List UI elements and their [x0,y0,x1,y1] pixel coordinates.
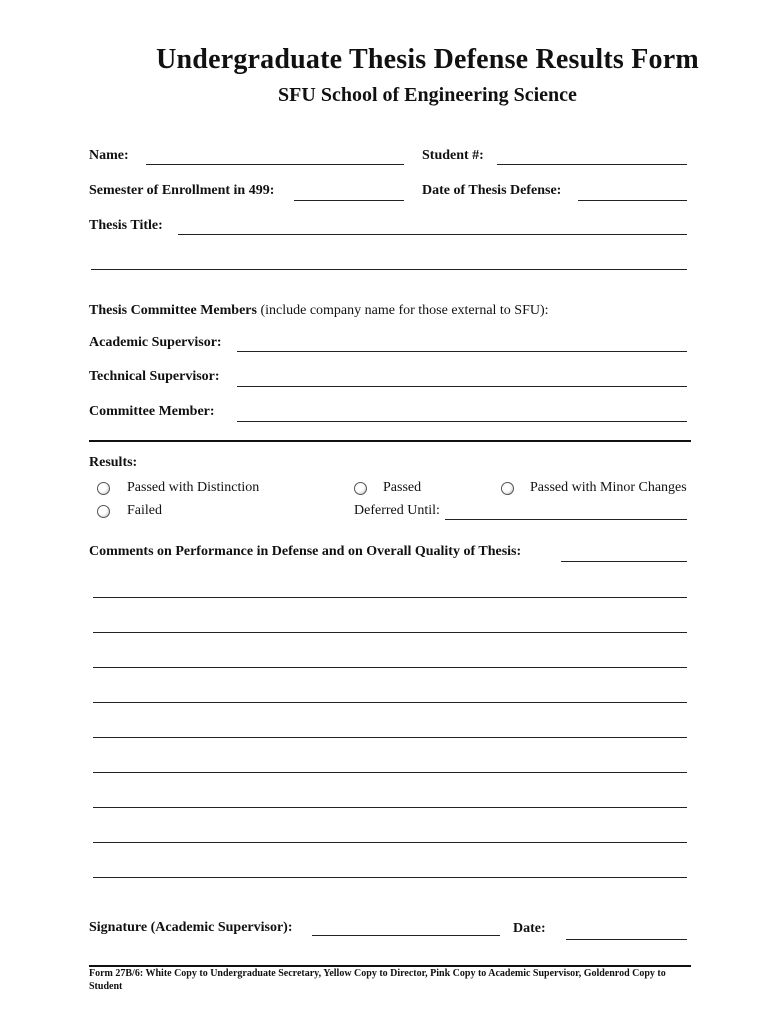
thesis-title-label: Thesis Title: [89,218,163,233]
comments-line[interactable] [93,772,687,773]
radio-passed-with-distinction[interactable] [97,482,110,495]
semester-field[interactable] [294,200,404,201]
technical-supervisor-field[interactable] [237,386,687,387]
radio-passed-with-minor-changes[interactable] [501,482,514,495]
student-number-field[interactable] [497,164,687,165]
comments-heading: Comments on Performance in Defense and on Overall Quality of Thesis: [89,544,522,559]
signature-field[interactable] [312,935,500,936]
name-label: Name: [89,148,129,163]
comments-line[interactable] [93,737,687,738]
distribution-note: Form 27B/6: White Copy to Undergraduate Secretary, Yellow Copy to Director, Pink Copy to Academic Supervisor, Goldenrod Copy to Student [89,968,666,992]
option-label-failed: Failed [127,503,162,518]
comments-line[interactable] [93,667,687,668]
student-number-label: Student #: [422,148,484,163]
committee-heading-bold: Thesis Committee Members [89,303,257,318]
comments-field-first[interactable] [561,561,687,562]
committee-member-label: Committee Member: [89,404,215,419]
section-divider [89,440,691,442]
radio-failed[interactable] [97,505,110,518]
comments-line[interactable] [93,632,687,633]
signature-label: Signature (Academic Supervisor): [89,920,293,935]
results-heading: Results: [89,455,138,470]
committee-heading [89,303,549,319]
option-label-passed-with-minor-changes: Passed with Minor Changes [530,480,687,495]
option-label-passed: Passed [383,480,422,495]
deferred-until-field[interactable] [445,519,687,520]
thesis-title-field[interactable] [178,234,687,235]
comments-line[interactable] [93,807,687,808]
committee-member-field[interactable] [237,421,687,422]
technical-supervisor-label: Technical Supervisor: [89,369,220,384]
academic-supervisor-field[interactable] [237,351,687,352]
signature-date-field[interactable] [566,939,687,940]
comments-line[interactable] [93,597,687,598]
academic-supervisor-label: Academic Supervisor: [89,335,222,350]
semester-label: Semester of Enrollment in 499: [89,183,275,198]
comments-line[interactable] [93,877,687,878]
comments-line[interactable] [93,702,687,703]
defense-date-label: Date of Thesis Defense: [422,183,562,198]
defense-date-field[interactable] [578,200,687,201]
thesis-title-field-continued[interactable] [91,269,687,270]
deferred-until-label: Deferred Until: [354,503,440,518]
form-title: Undergraduate Thesis Defense Results Form [156,44,699,75]
option-label-passed-with-distinction: Passed with Distinction [127,480,260,495]
comments-line[interactable] [93,842,687,843]
name-field[interactable] [146,164,404,165]
signature-date-label: Date: [513,921,546,936]
committee-heading-note: (include company name for those external to SFU): [260,303,549,318]
form-subtitle: SFU School of Engineering Science [278,84,577,106]
radio-passed[interactable] [354,482,367,495]
